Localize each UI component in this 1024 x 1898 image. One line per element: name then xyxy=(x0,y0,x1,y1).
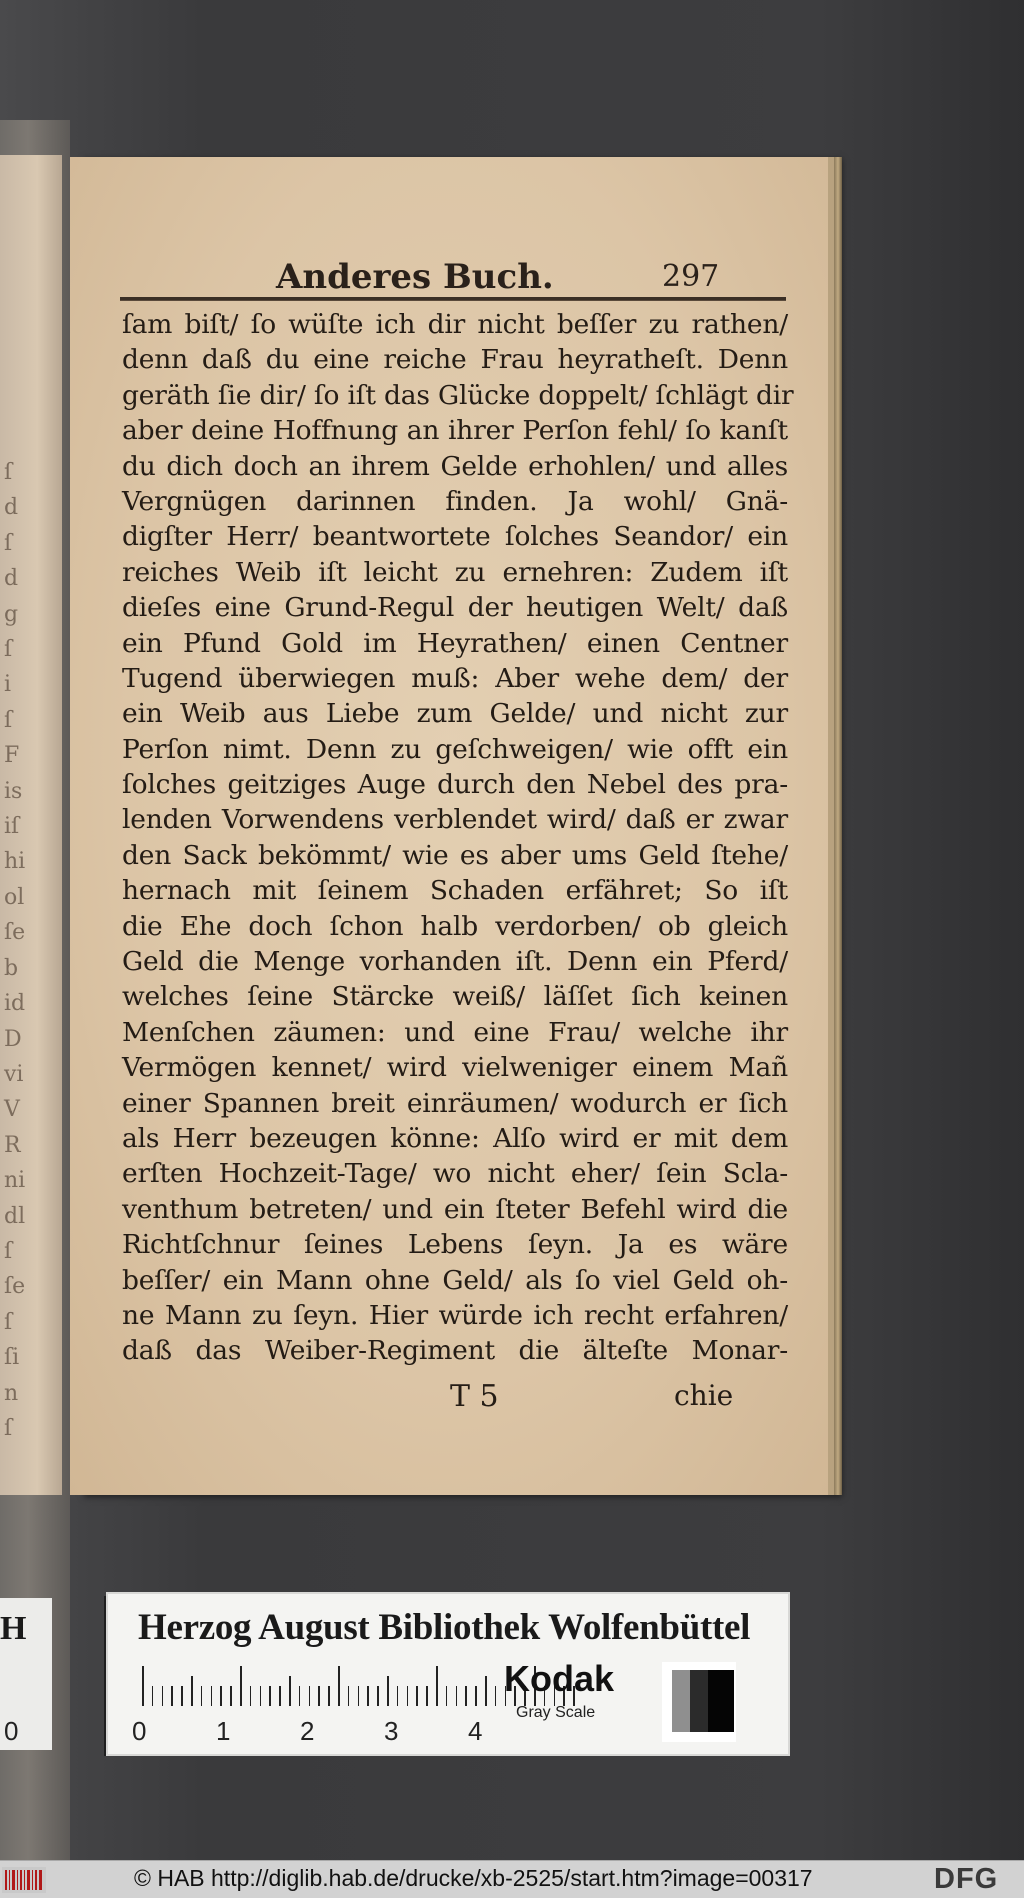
previous-page-fragment: ſ xyxy=(4,1238,13,1264)
previous-page-fragment: ſ xyxy=(4,1309,13,1335)
previous-page-edge xyxy=(0,155,62,1495)
ruler-tick xyxy=(211,1686,213,1706)
ruler-tick xyxy=(358,1686,360,1706)
ruler-number: 4 xyxy=(468,1716,483,1746)
text-line: daß das Weiber-Regiment die älteſte Monar- xyxy=(122,1335,788,1367)
previous-page-fragment: F xyxy=(4,743,20,769)
ruler-number: 2 xyxy=(300,1716,315,1746)
ruler-tick xyxy=(230,1686,232,1706)
ruler-tick xyxy=(495,1686,497,1706)
text-line: du dich doch an ihrem Gelde erhohlen/ und alles xyxy=(122,450,788,482)
text-line: ein Weib aus Liebe zum Gelde/ und nicht zur xyxy=(122,698,788,730)
text-line: erſten Hochzeit-Tage/ wo nicht eher/ ſein Scla- xyxy=(122,1158,788,1190)
previous-page-fragment: ſe xyxy=(4,920,26,946)
previous-page-fragments xyxy=(4,455,34,1446)
previous-page-fragment: g xyxy=(4,601,19,627)
left-color-card-fragment xyxy=(0,1598,52,1750)
ruler-number: 1 xyxy=(216,1716,231,1746)
ruler-tick xyxy=(289,1676,291,1706)
text-line: Perſon nimt. Denn zu geſchweigen/ wie offt ein xyxy=(122,733,788,765)
text-line: Menſchen zäumen: und eine Frau/ welche ihr xyxy=(122,1016,788,1048)
previous-page-fragment: ſ xyxy=(4,530,13,556)
text-line: venthum betreten/ und ein ſteter Befehl wird die xyxy=(122,1193,788,1225)
text-line: digſter Herr/ beantwortete ſolches Seandor/ ein xyxy=(122,521,788,553)
ruler-tick xyxy=(318,1686,320,1706)
ruler-tick xyxy=(475,1686,477,1706)
gray-swatches xyxy=(662,1662,736,1742)
text-line: Vermögen kennet/ wird vielweniger einem Mañ xyxy=(122,1052,788,1084)
ruler-tick xyxy=(171,1686,173,1706)
previous-page-fragment: d xyxy=(4,566,19,592)
ruler-tick xyxy=(299,1686,301,1706)
left-card-digit: 0 xyxy=(4,1716,19,1746)
text-line: Tugend überwiegen muß: Aber wehe dem/ der xyxy=(122,662,788,694)
ruler-tick xyxy=(201,1686,203,1706)
text-line: denn daß du eine reiche Frau heyratheſt. Denn xyxy=(122,344,788,376)
running-head: Anderes Buch. xyxy=(276,257,554,297)
ruler-tick xyxy=(142,1666,144,1706)
header-rule xyxy=(120,297,786,301)
page-number: 297 xyxy=(662,259,720,294)
previous-page-fragment: ſe xyxy=(4,1274,26,1300)
text-line: ſam biſt/ ſo wüſte ich dir nicht beſſer zu rathen/ xyxy=(122,309,788,340)
color-card xyxy=(106,1592,790,1756)
ruler-tick xyxy=(181,1686,183,1706)
text-line: aber deine Hoffnung an ihrer Perſon fehl/ ſo kanſt xyxy=(122,415,788,447)
ruler-tick xyxy=(387,1676,389,1706)
institution-name: Herzog August Bibliothek Wolfenbüttel xyxy=(138,1607,751,1648)
left-card-letter: H xyxy=(0,1610,27,1647)
text-line: lenden Vorwendens verblendet wird/ daß er zwar xyxy=(122,804,788,836)
ruler-tick xyxy=(279,1686,281,1706)
previous-page-fragment: ſ xyxy=(4,707,13,733)
ruler-tick xyxy=(328,1686,330,1706)
catchword: chie xyxy=(674,1379,734,1412)
text-line: ne Mann zu ſeyn. Hier würde ich recht erfahren/ xyxy=(122,1299,788,1331)
ruler-tick xyxy=(456,1686,458,1706)
text-line: Vergnügen darinnen finden. Ja wohl/ Gnä- xyxy=(122,485,788,517)
ruler-tick xyxy=(348,1686,350,1706)
previous-page-fragment: i xyxy=(4,672,12,698)
text-line: den Sack bekömmt/ wie es aber ums Geld ſtehe/ xyxy=(122,839,788,871)
previous-page-fragment: D xyxy=(4,1026,22,1052)
previous-page-fragment: d xyxy=(4,495,19,521)
dfg-logo: DFG xyxy=(934,1863,999,1895)
ruler-tick xyxy=(152,1686,154,1706)
text-line: hernach mit ſeinem Schaden erfähret; So iſt xyxy=(122,875,788,907)
ruler-tick xyxy=(465,1686,467,1706)
body-text xyxy=(122,307,794,1369)
previous-page-fragment: n xyxy=(4,1380,19,1406)
ruler-tick xyxy=(367,1686,369,1706)
previous-page-fragment: id xyxy=(4,991,26,1017)
page-stack-edge xyxy=(834,157,842,1495)
gray-swatch xyxy=(690,1670,708,1732)
previous-page-fragment: iſ xyxy=(4,814,20,840)
previous-page-fragment: ſ xyxy=(4,637,13,663)
kodak-logo: Kodak xyxy=(504,1658,615,1699)
ruler-number: 0 xyxy=(132,1716,147,1746)
text-line: die Ehe doch ſchon halb verdorben/ ob gleich xyxy=(122,910,788,942)
text-line: welches ſeine Stärcke weiß/ läſſet ſich keinen xyxy=(122,981,788,1013)
ruler-number: 3 xyxy=(384,1716,399,1746)
text-line: ein Pfund Gold im Heyrathen/ einen Centner xyxy=(122,627,788,659)
ruler-tick xyxy=(309,1686,311,1706)
previous-page-fragment: b xyxy=(4,955,19,981)
previous-page-fragment: ſi xyxy=(4,1345,20,1371)
gray-swatch xyxy=(708,1670,734,1732)
ruler-tick xyxy=(191,1676,193,1706)
ruler-tick xyxy=(269,1686,271,1706)
ruler-tick xyxy=(220,1686,222,1706)
ruler-tick xyxy=(426,1686,428,1706)
text-line: ſolches geitziges Auge durch den Nebel des pra- xyxy=(122,769,788,801)
page-footer xyxy=(70,1379,828,1419)
previous-page-fragment: V xyxy=(4,1097,20,1123)
previous-page-fragment: ni xyxy=(4,1168,26,1194)
text-line: Geld die Menge vorhanden iſt. Denn ein Pferd/ xyxy=(122,946,788,978)
ruler-tick xyxy=(377,1686,379,1706)
page-header xyxy=(70,257,828,297)
ruler-tick xyxy=(436,1666,438,1706)
ruler-tick xyxy=(416,1686,418,1706)
ruler-tick xyxy=(260,1686,262,1706)
text-line: beſſer/ ein Mann ohne Geld/ als ſo viel Geld oh- xyxy=(122,1264,788,1296)
previous-page-fragment: R xyxy=(4,1132,21,1158)
ruler-tick xyxy=(446,1686,448,1706)
text-line: geräth ſie dir/ ſo iſt das Glücke doppelt/ ſchlägt dir xyxy=(122,379,794,411)
previous-page-fragment: ſ xyxy=(4,1415,13,1441)
ruler-tick xyxy=(485,1676,487,1706)
ruler-tick xyxy=(250,1686,252,1706)
copyright-url[interactable]: © HAB http://diglib.hab.de/drucke/xb-2525/start.htm?image=00317 xyxy=(134,1865,813,1891)
previous-page-fragment: vi xyxy=(4,1061,24,1087)
ruler-tick xyxy=(162,1686,164,1706)
ruler-tick xyxy=(397,1686,399,1706)
previous-page-fragment: ſ xyxy=(4,460,13,485)
ruler-tick xyxy=(338,1666,340,1706)
barcode-icon xyxy=(2,1867,46,1893)
ruler-tick xyxy=(240,1666,242,1706)
text-line: Richtſchnur ſeines Lebens ſeyn. Ja es wäre xyxy=(122,1229,788,1261)
text-line: als Herr bezeugen könne: Alſo wird er mit dem xyxy=(122,1122,788,1154)
previous-page-fragment: ol xyxy=(4,884,25,910)
ruler-tick xyxy=(407,1686,409,1706)
previous-page-fragment: hi xyxy=(4,849,26,875)
gray-swatch xyxy=(672,1670,690,1732)
text-line: dieſes eine Grund-Regul der heutigen Welt/ daß xyxy=(122,592,788,624)
previous-page-fragment: is xyxy=(4,778,23,804)
previous-page-fragment: dl xyxy=(4,1203,26,1229)
gray-scale-label: Gray Scale xyxy=(516,1704,596,1721)
text-line: einer Spannen breit einräumen/ wodurch er ſich xyxy=(122,1087,788,1119)
book-page xyxy=(70,157,828,1495)
status-bar xyxy=(0,1860,1024,1898)
text-line: reiches Weib iſt leicht zu ernehren: Zudem iſt xyxy=(122,556,788,588)
signature-mark: T 5 xyxy=(450,1379,499,1414)
